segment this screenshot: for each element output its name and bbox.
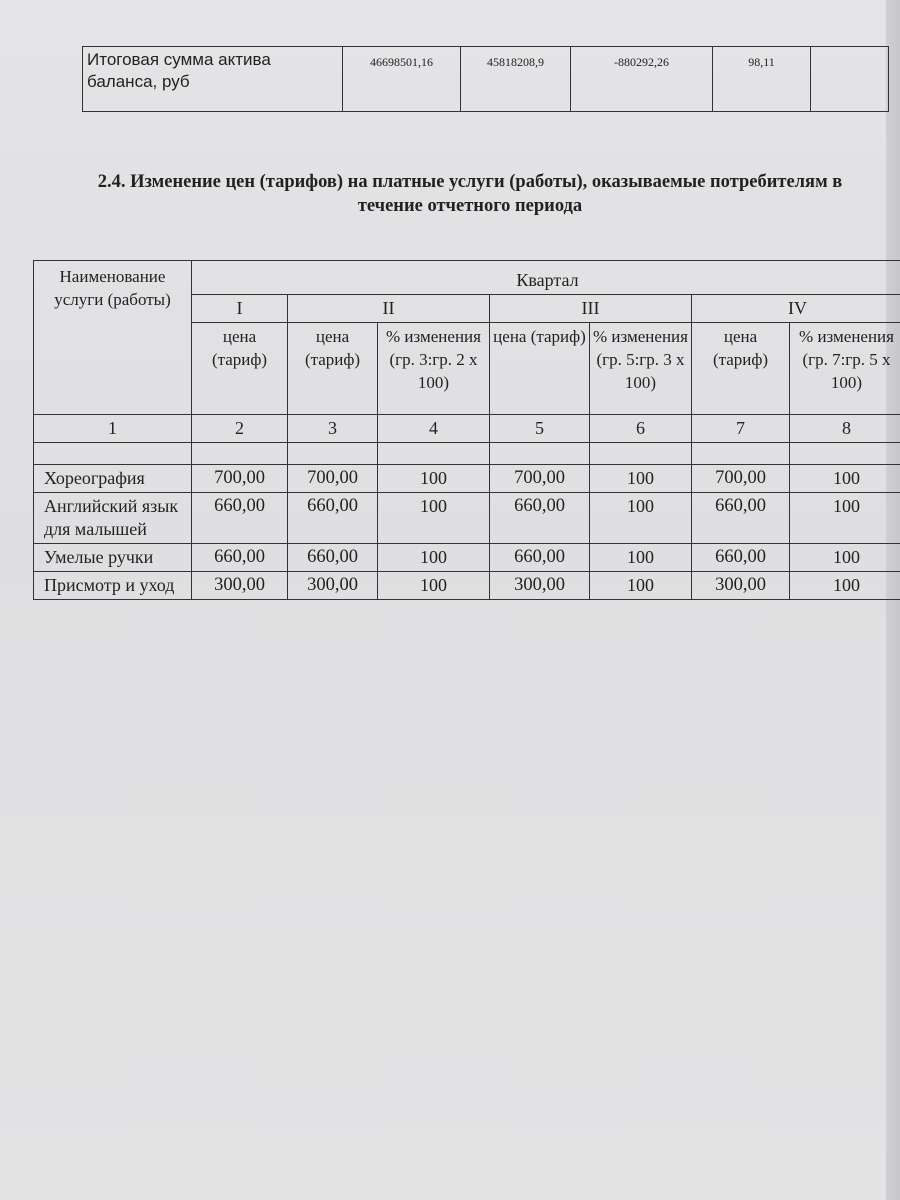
header-quarter-2: II <box>288 295 490 323</box>
service-name: Английский язык для малышей <box>34 493 192 544</box>
balance-value-1: 46698501,16 <box>343 47 461 112</box>
table-row <box>34 572 900 600</box>
balance-summary-table <box>82 46 889 112</box>
column-number: 1 <box>34 415 192 443</box>
header-row-quarter <box>34 261 900 295</box>
balance-value-2: 45818208,9 <box>461 47 571 112</box>
balance-summary-label: Итоговая сумма актива баланса, руб <box>83 47 343 112</box>
header-quarter-4: IV <box>692 295 900 323</box>
table-row <box>34 544 900 572</box>
header-price-q1: цена (тариф) <box>192 323 288 415</box>
column-number: 8 <box>790 415 900 443</box>
balance-value-3: -880292,26 <box>571 47 713 112</box>
header-quarter: Квартал <box>192 261 900 295</box>
service-name: Хореография <box>34 465 192 493</box>
header-pct-q3: % изменения (гр. 5:гр. 3 х 100) <box>590 323 692 415</box>
table-row <box>34 493 900 544</box>
price-q3: 300,00 <box>490 572 590 600</box>
pct-q2: 100 <box>378 493 490 544</box>
column-number-row <box>34 415 900 443</box>
section-title: 2.4. Изменение цен (тарифов) на платные услуги (работы), оказываемые потребителям в течение отчетного периода <box>97 172 843 216</box>
price-change-table <box>33 260 900 600</box>
price-q2: 700,00 <box>288 465 378 493</box>
column-number: 5 <box>490 415 590 443</box>
page-edge <box>886 0 900 1200</box>
pct-q3: 100 <box>590 493 692 544</box>
balance-value-5 <box>811 47 889 112</box>
column-number: 4 <box>378 415 490 443</box>
header-price-q2: цена (тариф) <box>288 323 378 415</box>
balance-summary-row <box>83 47 889 112</box>
service-name: Умелые ручки <box>34 544 192 572</box>
header-quarter-1: I <box>192 295 288 323</box>
price-q4: 660,00 <box>692 544 790 572</box>
header-pct-q2: % изменения (гр. 3:гр. 2 х 100) <box>378 323 490 415</box>
price-q1: 300,00 <box>192 572 288 600</box>
price-q2: 660,00 <box>288 544 378 572</box>
price-q1: 660,00 <box>192 493 288 544</box>
price-q3: 660,00 <box>490 544 590 572</box>
pct-q2: 100 <box>378 544 490 572</box>
pct-q4: 100 <box>790 572 900 600</box>
balance-value-4: 98,11 <box>713 47 811 112</box>
price-q2: 300,00 <box>288 572 378 600</box>
header-quarter-3: III <box>490 295 692 323</box>
pct-q4: 100 <box>790 493 900 544</box>
pct-q2: 100 <box>378 465 490 493</box>
header-service-name: Наименование услуги (работы) <box>34 261 192 415</box>
header-price-q3: цена (тариф) <box>490 323 590 415</box>
pct-q3: 100 <box>590 544 692 572</box>
column-number: 3 <box>288 415 378 443</box>
price-q4: 660,00 <box>692 493 790 544</box>
column-number: 7 <box>692 415 790 443</box>
pct-q4: 100 <box>790 544 900 572</box>
price-q3: 700,00 <box>490 465 590 493</box>
service-name: Присмотр и уход <box>34 572 192 600</box>
pct-q3: 100 <box>590 572 692 600</box>
price-q4: 700,00 <box>692 465 790 493</box>
price-q3: 660,00 <box>490 493 590 544</box>
price-q2: 660,00 <box>288 493 378 544</box>
table-row <box>34 465 900 493</box>
column-number: 6 <box>590 415 692 443</box>
price-q1: 660,00 <box>192 544 288 572</box>
pct-q4: 100 <box>790 465 900 493</box>
column-number: 2 <box>192 415 288 443</box>
price-q4: 300,00 <box>692 572 790 600</box>
empty-row <box>34 443 900 465</box>
header-pct-q4: % изменения (гр. 7:гр. 5 х 100) <box>790 323 900 415</box>
pct-q2: 100 <box>378 572 490 600</box>
pct-q3: 100 <box>590 465 692 493</box>
header-price-q4: цена (тариф) <box>692 323 790 415</box>
price-q1: 700,00 <box>192 465 288 493</box>
